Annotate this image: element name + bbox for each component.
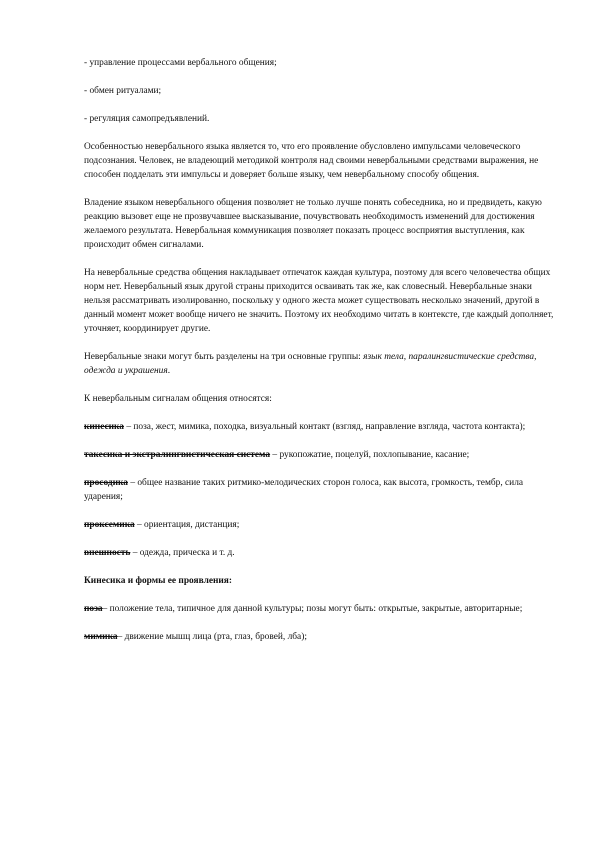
definition-kinesics-text: – поза, жест, мимика, походка, визуальный контакт (взгляд, направление взгляда, частота контакта); (124, 422, 526, 432)
definition-proxemics (84, 518, 555, 532)
bullet-verbal-control: - управление процессами вербального общения; (84, 58, 277, 68)
paragraph-groups (84, 350, 555, 378)
form-posture (84, 602, 555, 616)
bullet-ritual-exchange: - обмен ритуалами; (84, 86, 162, 96)
paragraph-subconscious: Особенностью невербального языка является то, что его проявление обусловлено импульсами человеческого подсознания. Человек, не владеющий методикой контроля над своими невербальными средствами выражения, не способен подделать эти импульсы и доверяет больше языку, чем невербальному способу общения. (84, 142, 539, 180)
groups-list: язык тела, паралингвистические средства, одежда и украшения (84, 352, 537, 376)
term-kinesics: кинесика (84, 422, 124, 432)
paragraph-culture: На невербальные средства общения накладывает отпечаток каждая культура, поэтому для всего человечества общих норм нет. Невербальный язык другой страны приходится осваивать так же, как словесный. Невербальные знаки нельзя рассматривать изолированно, поскольку у одного жеста может существовать несколько значений, другой в данный момент может вообще ничего не значить. Поэтому их необходимо читать в контексте, где каждый дополняет, уточняет, координирует другие. (84, 268, 554, 334)
term-facial-expression: мимика (84, 632, 118, 642)
paragraph-mastery: Владение языком невербального общения позволяет не только лучше понять собеседника, но и предвидеть, какую реакцию вызовет еще не прозвучавшее высказывание, почувствовать необходимость изменений для достижения желаемого результата. Невербальная коммуникация позволяет показать процесс восприятия выступления, как происходит обмен сигналами. (84, 198, 542, 250)
form-facial-expression-text: – движение мышц лица (рта, глаз, бровей, лба); (117, 632, 307, 642)
groups-end: . (167, 366, 171, 376)
definition-takesics-text: – рукопожатие, поцелуй, похлопывание, касание; (270, 450, 470, 460)
definition-appearance (84, 546, 555, 560)
groups-lead: Невербальные знаки могут быть разделены на три основные группы: (84, 352, 364, 362)
term-takesics: такесика и экстралингвистическая система (84, 450, 271, 460)
definition-proxemics-text: – ориентация, дистанция; (134, 520, 240, 530)
term-appearance: внешность (84, 548, 131, 558)
definition-prosody (84, 476, 555, 504)
term-posture: поза (84, 604, 103, 614)
term-prosody: просодика (84, 478, 128, 488)
term-proxemics: проксемика (84, 520, 135, 530)
definition-kinesics (84, 420, 555, 434)
definition-takesics (84, 448, 555, 462)
definition-prosody-text: – общее название таких ритмико-мелодических сторон голоса, как высота, громкость, тембр, сила ударения; (84, 478, 524, 502)
form-facial-expression (84, 630, 555, 644)
section-heading-kinesics: Кинесика и формы ее проявления: (84, 576, 232, 586)
bullet-self-presentation: - регуляция самопредъявлений. (84, 114, 210, 124)
form-posture-text: – положение тела, типичное для данной культуры; позы могут быть: открытые, закрытые, авторитарные; (102, 604, 523, 614)
paragraph-signals-intro: К невербальным сигналам общения относятся: (84, 394, 272, 404)
definition-appearance-text: – одежда, прическа и т. д. (130, 548, 235, 558)
